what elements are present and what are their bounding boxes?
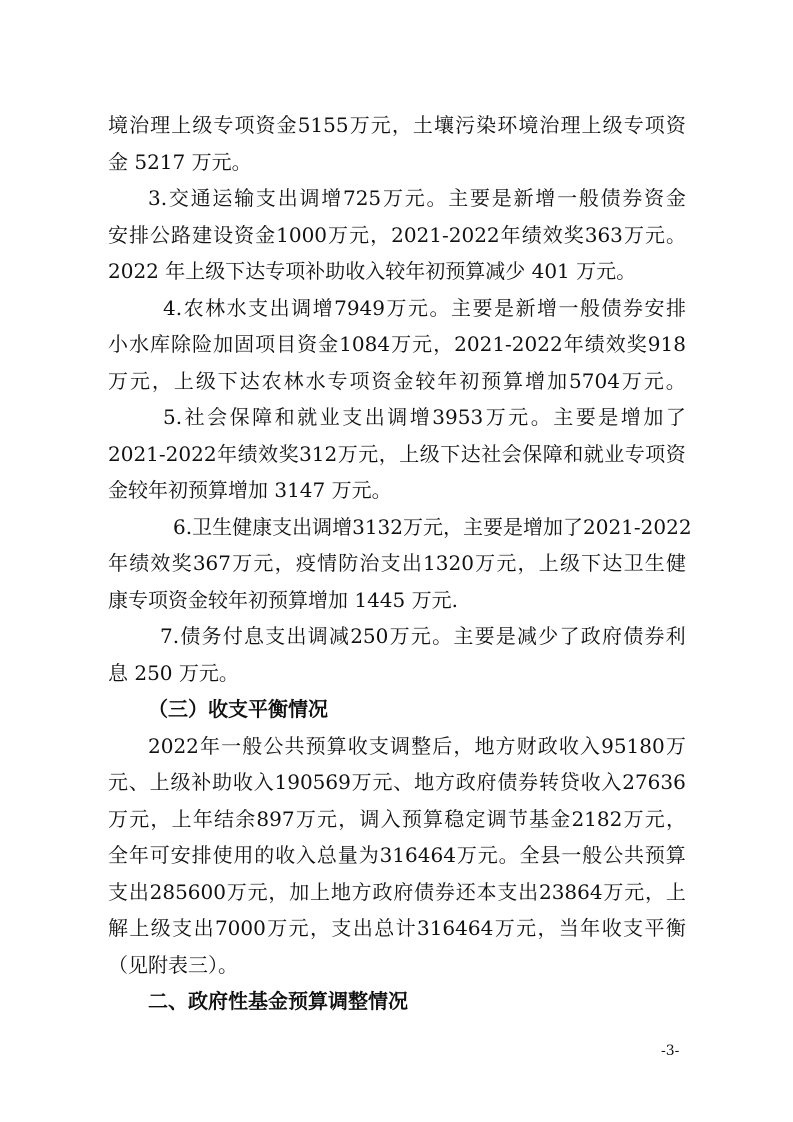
paragraph-line: 康专项资金较年初预算增加 1445 万元. (108, 588, 458, 612)
section-heading: 二、政府性基金预算调整情况 (148, 989, 408, 1013)
paragraph-line: 2022 年 一 般 公 共 预 算 收 支 调 整 后 ， 地 方 财 政 收 入 95180 万 (148, 734, 686, 758)
paragraph-line: 3. 交 通 运 输 支 出 调 增 725 万 元 。 主 要 是 新 增 一 般 债 券 资 金 (148, 186, 686, 210)
paragraph-line: 境 治 理 上 级 专 项 资 金 5155 万 元 ， 土 壤 污 染 环 境 治 理 上 级 专 项 资 (108, 113, 686, 137)
paragraph-line: 安 排 公 路 建 设 资 金 1000 万 元 ， 2021-2022 年 绩 效 奖 363 万 元 。 (108, 223, 686, 247)
paragraph-line: 万 元 ， 上 年 结 余 897 万 元 ， 调 入 预 算 稳 定 调 节 基 金 2182 万 元 ， (108, 807, 686, 831)
paragraph-line: 解 上 级 支 出 7000 万 元 ， 支 出 总 计 316464 万 元 ， 当 年 收 支 平 衡 (108, 916, 686, 940)
paragraph-line: 小 水 库 除 险 加 固 项 目 资 金 1084 万 元 ， 2021-2022 年 绩 效 奖 918 (108, 332, 686, 356)
paragraph-line: 息 250 万元。 (108, 661, 239, 685)
paragraph-line: 万 元 ， 上 级 下 达 农 林 水 专 项 资 金 较 年 初 预 算 增 加 5704 万 元 。 (108, 369, 686, 393)
paragraph-line: 金 5217 万元。 (108, 150, 252, 174)
paragraph-line: 2022 年上级下达专项补助收入较年初预算减少 401 万元。 (108, 259, 637, 283)
paragraph-line: 4. 农 林 水 支 出 调 增 7949 万 元 。 主 要 是 新 增 一 般 债 券 安 排 (163, 296, 686, 320)
section-heading: （三）收支平衡情况 (148, 697, 328, 721)
page-number: -3- (661, 1043, 680, 1059)
paragraph-line: 7. 债 务 付 息 支 出 调 减 250 万 元 。 主 要 是 减 少 了 政 府 债 券 利 (160, 624, 686, 648)
paragraph-line: 年 绩 效 奖 367 万 元 ， 疫 情 防 治 支 出 1320 万 元 ， 上 级 下 达 卫 生 健 (108, 551, 686, 575)
paragraph-line: 元 、 上 级 补 助 收 入 190569 万 元 、 地 方 政 府 债 券 转 贷 收 入 27636 (108, 770, 686, 794)
paragraph-line: 支 出 285600 万 元 ， 加 上 地 方 政 府 债 券 还 本 支 出 23864 万 元 ， 上 (108, 880, 686, 904)
paragraph-line: 2021-2022 年 绩 效 奖 312 万 元 ， 上 级 下 达 社 会 保 障 和 就 业 专 项 资 (108, 442, 686, 466)
paragraph-line: 金较年初预算增加 3147 万元。 (108, 478, 392, 502)
paragraph-line: 全 年 可 安 排 使 用 的 收 入 总 量 为 316464 万 元 。 全 县 一 般 公 共 预 算 (108, 843, 686, 867)
paragraph-line: （见附表三）。 (108, 953, 238, 977)
paragraph-line: 6. 卫 生 健 康 支 出 调 增 3132 万 元 ， 主 要 是 增 加 了 2021-2022 (173, 515, 692, 539)
paragraph-line: 5. 社 会 保 障 和 就 业 支 出 调 增 3953 万 元 。 主 要 是 增 加 了 (163, 405, 686, 429)
